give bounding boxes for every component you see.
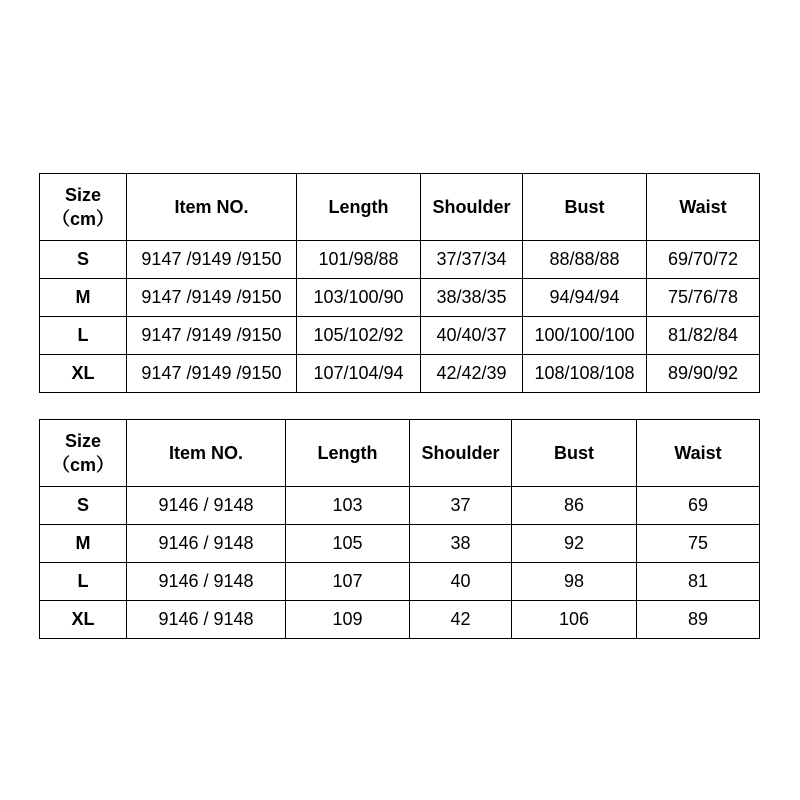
length-cell: 107/104/94 [297,355,421,393]
size-cell: S [40,487,127,525]
shoulder-cell: 40/40/37 [421,317,523,355]
shoulder-cell: 42/42/39 [421,355,523,393]
item-no-cell: 9146 / 9148 [127,487,286,525]
header-item-no: Item NO. [127,420,286,487]
size-cell: M [40,279,127,317]
shoulder-cell: 38 [410,525,512,563]
header-waist: Waist [647,174,760,241]
table-row [40,241,760,279]
length-cell: 105/102/92 [297,317,421,355]
item-no-cell: 9147 /9149 /9150 [127,279,297,317]
waist-cell: 75 [637,525,760,563]
waist-cell: 69 [637,487,760,525]
table-row [40,279,760,317]
bust-cell: 98 [512,563,637,601]
table-row [40,317,760,355]
length-cell: 107 [286,563,410,601]
size-cell: XL [40,355,127,393]
shoulder-cell: 42 [410,601,512,639]
size-chart-table-1 [39,173,760,393]
size-cell: S [40,241,127,279]
table-header-row [40,174,760,241]
item-no-cell: 9147 /9149 /9150 [127,317,297,355]
size-cell: M [40,525,127,563]
bust-cell: 106 [512,601,637,639]
length-cell: 105 [286,525,410,563]
header-waist: Waist [637,420,760,487]
header-size [40,174,127,241]
shoulder-cell: 37/37/34 [421,241,523,279]
item-no-cell: 9146 / 9148 [127,563,286,601]
bust-cell: 86 [512,487,637,525]
item-no-cell: 9146 / 9148 [127,525,286,563]
header-size [40,420,127,487]
table-row [40,355,760,393]
item-no-cell: 9147 /9149 /9150 [127,355,297,393]
waist-cell: 81/82/84 [647,317,760,355]
length-cell: 103/100/90 [297,279,421,317]
item-no-cell: 9146 / 9148 [127,601,286,639]
bust-cell: 92 [512,525,637,563]
header-size-label: Size [64,185,102,205]
waist-cell: 89 [637,601,760,639]
header-size-unit: （cm） [51,455,114,475]
bust-cell: 100/100/100 [523,317,647,355]
header-shoulder: Shoulder [421,174,523,241]
waist-cell: 75/76/78 [647,279,760,317]
table-row [40,525,760,563]
shoulder-cell: 37 [410,487,512,525]
size-chart-table-2 [39,419,760,639]
header-item-no: Item NO. [127,174,297,241]
waist-cell: 69/70/72 [647,241,760,279]
header-size-unit: （cm） [51,209,114,229]
header-shoulder: Shoulder [410,420,512,487]
length-cell: 109 [286,601,410,639]
header-length: Length [297,174,421,241]
header-bust: Bust [512,420,637,487]
bust-cell: 88/88/88 [523,241,647,279]
length-cell: 103 [286,487,410,525]
table-header-row [40,420,760,487]
bust-cell: 108/108/108 [523,355,647,393]
bust-cell: 94/94/94 [523,279,647,317]
table-row [40,563,760,601]
shoulder-cell: 38/38/35 [421,279,523,317]
header-length: Length [286,420,410,487]
size-cell: L [40,563,127,601]
waist-cell: 89/90/92 [647,355,760,393]
length-cell: 101/98/88 [297,241,421,279]
header-bust: Bust [523,174,647,241]
size-cell: L [40,317,127,355]
waist-cell: 81 [637,563,760,601]
shoulder-cell: 40 [410,563,512,601]
table-row [40,487,760,525]
size-cell: XL [40,601,127,639]
header-size-label: Size [64,431,102,451]
table-row [40,601,760,639]
item-no-cell: 9147 /9149 /9150 [127,241,297,279]
